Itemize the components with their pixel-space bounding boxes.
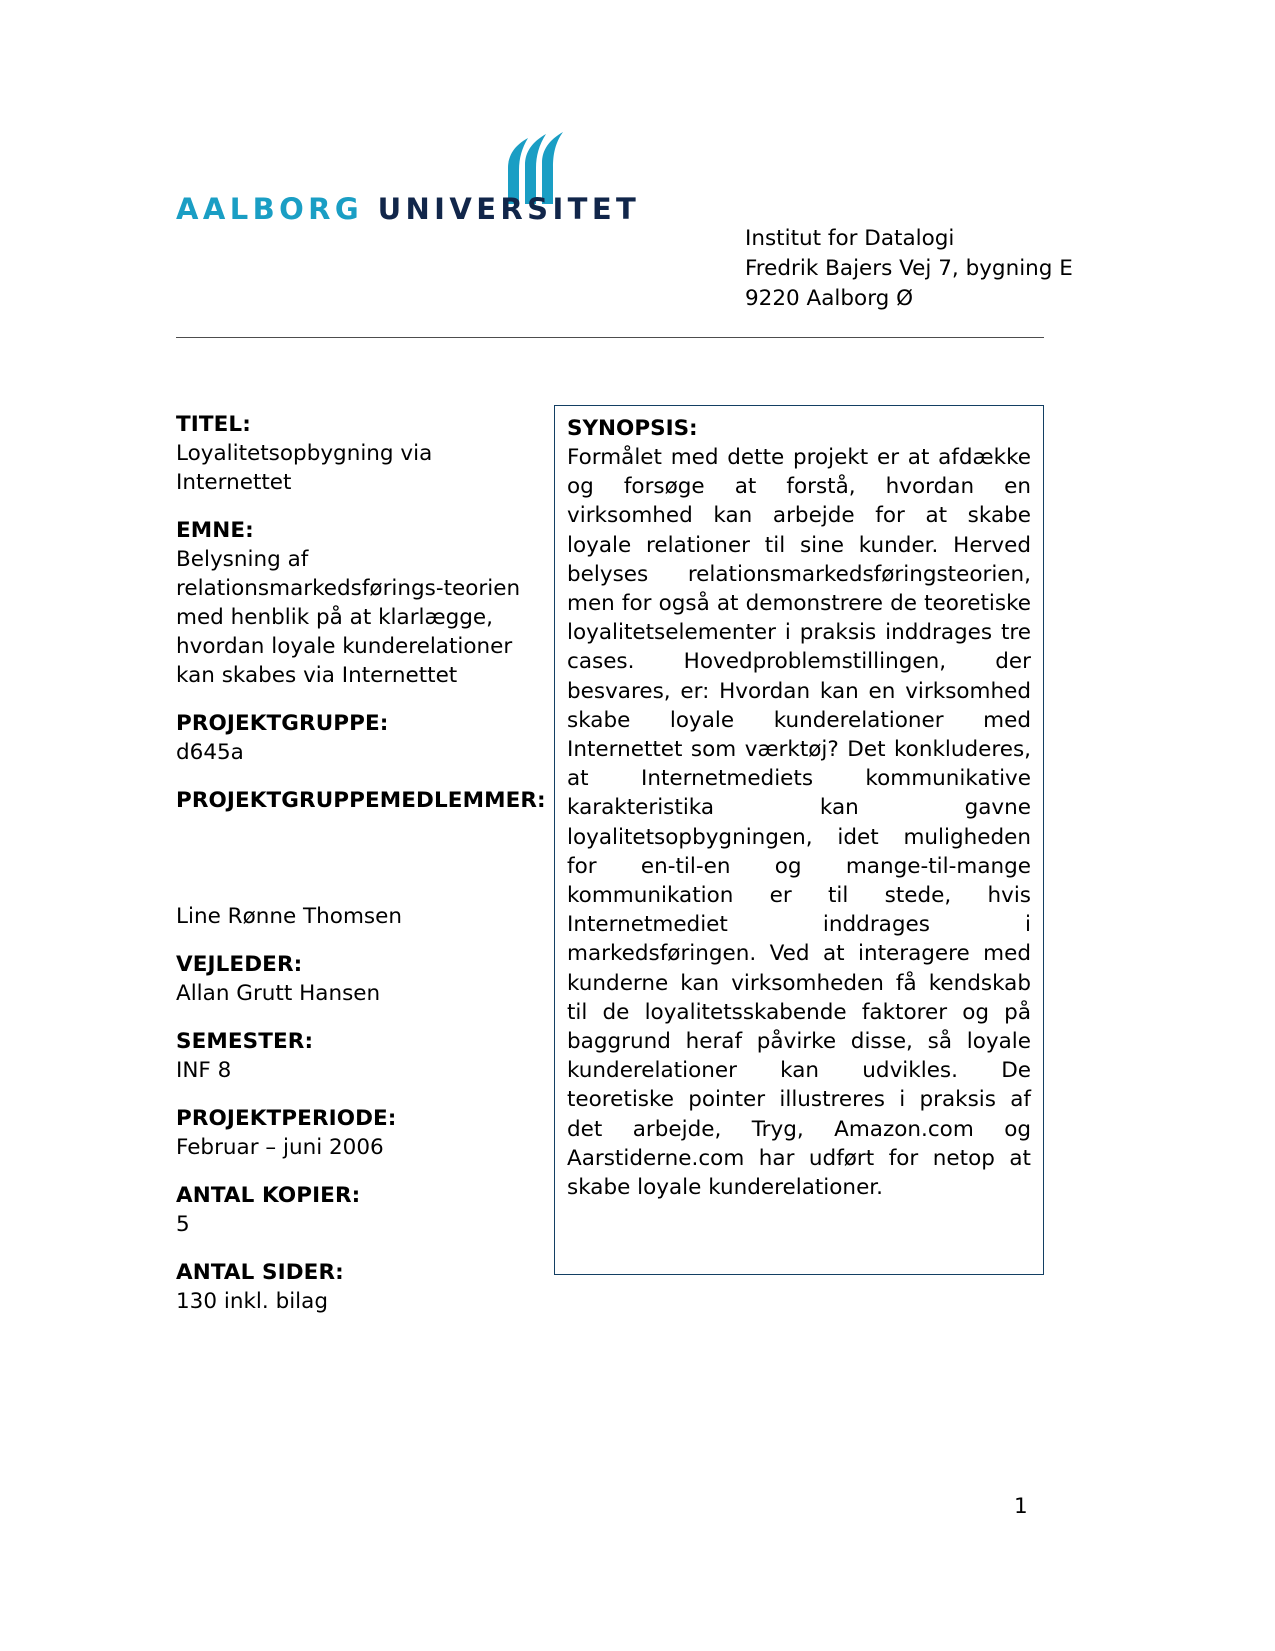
field-antal-kopier bbox=[176, 1181, 538, 1239]
field-semester bbox=[176, 1027, 538, 1085]
field-value-spacer bbox=[176, 815, 538, 902]
field-projektgruppe bbox=[176, 709, 538, 767]
field-value: Loyalitetsopbygning via Internettet bbox=[176, 441, 433, 495]
field-value: Allan Grutt Hansen bbox=[176, 981, 381, 1006]
synopsis-text: Formålet med dette projekt er at afdække og forsøge at forstå, hvordan en virksomhed kan arbejde for at skabe loyale relationer til sine kunder. Herved belyses relationsmarkedsføringsteorien, men for også at demonstrere de teoretiske loyalitetselementer i praksis inddrages tre cases. Hovedproblemstillingen, der besvares, er: Hvordan kan en virksomhed skabe loyale kunderelationer med Internettet som værktøj? Det konkluderes, at Internetmediets kommunikative karakteristika kan gavne loyalitetsopbygningen, idet muligheden for en-til-en og mange-til-mange kommunikation er til stede, hvis Internetmediet inddrages i markedsføringen. Ved at interagere med kunderne kan virksomheden få kendskab til de loyalitetsskabende faktorer og på baggrund heraf påvirke disse, så loyale kunderelationer kan udvikles. De teoretiske pointer illustreres i praksis af det arbejde, Tryg, Amazon.com og Aarstiderne.com har udført for netop at skabe loyale kunderelationer. bbox=[567, 445, 1031, 1201]
field-value: 130 inkl. bilag bbox=[176, 1289, 328, 1314]
field-label: PROJEKTGRUPPE: bbox=[176, 711, 389, 736]
field-value: Belysning af relationsmarkedsførings-teorien med henblik på at klarlægge, hvordan loyale kunderelationer kan skabes via Internettet bbox=[176, 547, 521, 688]
metadata-column bbox=[176, 410, 546, 1316]
field-label: ANTAL SIDER: bbox=[176, 1260, 344, 1285]
synopsis-title: SYNOPSIS: bbox=[567, 416, 698, 441]
field-emne bbox=[176, 516, 538, 690]
field-titel bbox=[176, 410, 538, 497]
page-header bbox=[176, 130, 1073, 345]
field-projektgruppemedlemmer bbox=[176, 786, 546, 931]
field-label: SEMESTER: bbox=[176, 1029, 314, 1054]
field-value: d645a bbox=[176, 740, 244, 765]
address-department: Institut for Datalogi bbox=[745, 226, 955, 251]
logo-word-aalborg: AALBORG bbox=[176, 192, 364, 226]
header-divider bbox=[176, 337, 1044, 338]
field-vejleder bbox=[176, 950, 538, 1008]
field-label: PROJEKTPERIODE: bbox=[176, 1106, 397, 1131]
field-value-member: Line Rønne Thomsen bbox=[176, 904, 402, 929]
field-label: ANTAL KOPIER: bbox=[176, 1183, 361, 1208]
field-antal-sider bbox=[176, 1258, 538, 1316]
field-value: INF 8 bbox=[176, 1058, 232, 1083]
field-label: VEJLEDER: bbox=[176, 952, 303, 977]
field-label: TITEL: bbox=[176, 412, 251, 437]
field-label: EMNE: bbox=[176, 518, 254, 543]
address-city: 9220 Aalborg Ø bbox=[745, 286, 914, 311]
synopsis-box bbox=[554, 405, 1044, 1275]
page-number: 1 bbox=[1014, 1494, 1028, 1519]
aalborg-universitet-logo bbox=[176, 130, 641, 230]
address-street: Fredrik Bajers Vej 7, bygning E bbox=[745, 256, 1073, 281]
field-value: 5 bbox=[176, 1212, 190, 1237]
institute-address bbox=[745, 224, 1073, 314]
field-projektperiode bbox=[176, 1104, 538, 1162]
field-label: PROJEKTGRUPPEMEDLEMMER: bbox=[176, 788, 546, 813]
logo-word-universitet: UNIVERSITET bbox=[377, 192, 641, 226]
field-value: Februar – juni 2006 bbox=[176, 1135, 384, 1160]
logo-wordmark bbox=[176, 192, 640, 226]
